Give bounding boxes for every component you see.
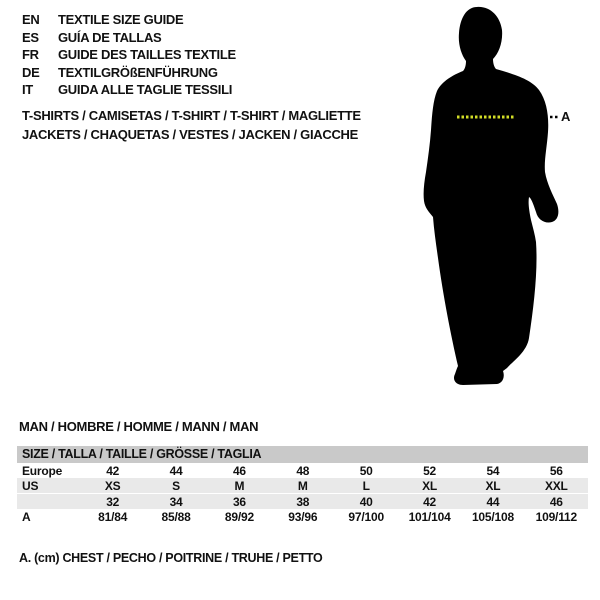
man-silhouette: [424, 7, 559, 385]
size-value: 32: [106, 494, 120, 509]
size-value: 46: [549, 494, 563, 509]
size-value: 42: [423, 494, 437, 509]
size-value: XL: [485, 478, 501, 493]
row-label: US: [22, 478, 39, 493]
size-value: 81/84: [98, 509, 128, 524]
table-row-us: [17, 478, 588, 493]
size-value: 36: [232, 494, 246, 509]
size-table-header: SIZE / TALLA / TAILLE / GRÖSSE / TAGLIA: [17, 446, 588, 463]
size-value: 85/88: [161, 509, 191, 524]
size-value: XS: [104, 478, 121, 493]
size-value: 52: [423, 463, 437, 478]
size-value: 93/96: [288, 509, 318, 524]
language-code: FR: [22, 47, 39, 63]
size-value: 46: [232, 463, 246, 478]
size-value: 109/112: [535, 509, 577, 524]
size-value: 50: [359, 463, 373, 478]
size-value: M: [297, 478, 308, 493]
size-value: 44: [486, 494, 500, 509]
language-title: GUÍA DE TALLAS: [58, 29, 162, 45]
table-row-chest-a: [17, 509, 588, 524]
size-value: 44: [169, 463, 183, 478]
language-title: GUIDA ALLE TAGLIE TESSILI: [58, 82, 233, 98]
size-value: S: [172, 478, 180, 493]
size-value: 34: [169, 494, 183, 509]
language-code: DE: [22, 64, 40, 80]
table-row-europe: [17, 463, 588, 478]
size-value: L: [362, 478, 370, 493]
size-value: 105/108: [471, 509, 514, 524]
language-title: TEXTILGRÖßENFÜHRUNG: [58, 64, 218, 80]
size-value: 38: [296, 494, 310, 509]
size-value: 40: [359, 494, 373, 509]
measurement-label-a: A: [561, 109, 571, 124]
language-title: TEXTILE SIZE GUIDE: [58, 12, 184, 28]
category-tshirts: T-SHIRTS / CAMISETAS / T-SHIRT / T-SHIRT / MAGLIETTE: [22, 108, 361, 123]
size-value: 42: [106, 463, 120, 478]
language-code: ES: [22, 29, 39, 45]
category-jackets: JACKETS / CHAQUETAS / VESTES / JACKEN / GIACCHE: [22, 127, 358, 142]
size-value: 97/100: [348, 509, 384, 524]
size-value: 48: [296, 463, 310, 478]
size-value: 56: [549, 463, 563, 478]
size-value: XL: [422, 478, 438, 493]
size-value: M: [234, 478, 245, 493]
row-label: A: [22, 509, 31, 524]
section-title-man: MAN / HOMBRE / HOMME / MANN / MAN: [19, 419, 259, 434]
size-table: [17, 446, 588, 524]
table-row-us-numeric: [17, 493, 588, 509]
size-value: 101/104: [408, 509, 451, 524]
size-value: 89/92: [224, 509, 254, 524]
language-code: IT: [22, 82, 33, 98]
measurement-footnote: A. (cm) CHEST / PECHO / POITRINE / TRUHE / PETTO: [19, 551, 323, 565]
language-code: EN: [22, 12, 40, 28]
size-value: 54: [486, 463, 500, 478]
language-title: GUIDE DES TAILLES TEXTILE: [58, 47, 236, 63]
row-label: Europe: [22, 463, 63, 478]
size-value: XXL: [544, 478, 568, 493]
